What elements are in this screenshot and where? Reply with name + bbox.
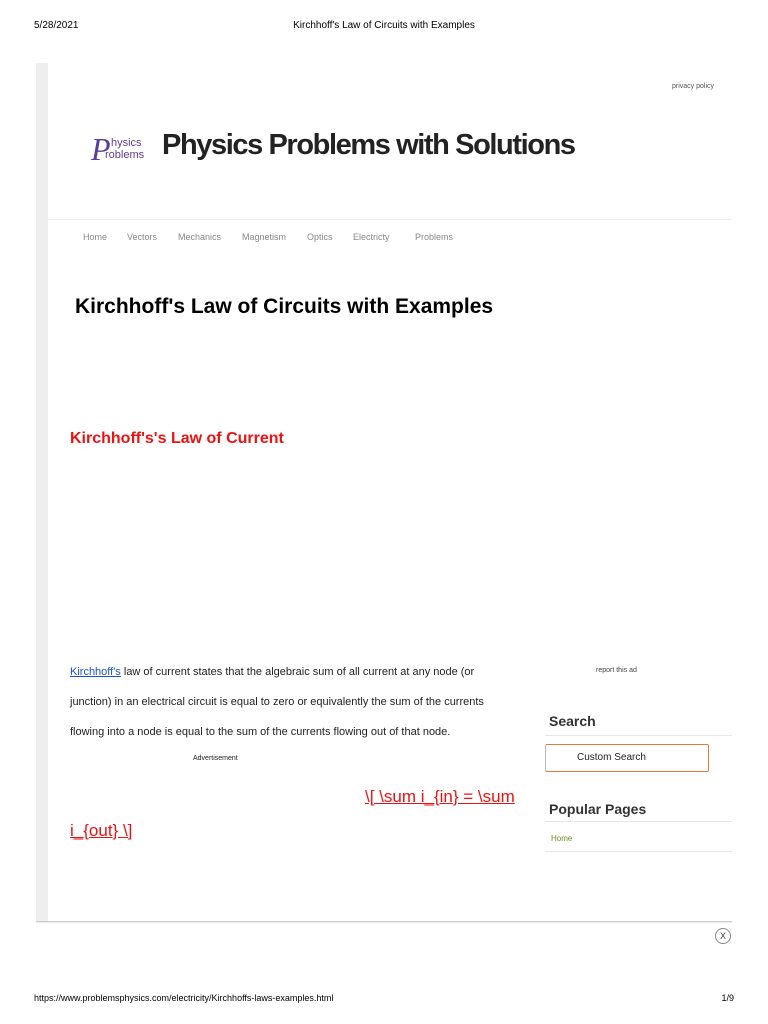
custom-search-input[interactable] xyxy=(545,744,709,772)
site-logo[interactable] xyxy=(91,131,149,167)
formula-line-2: i_{out} \] xyxy=(70,821,133,840)
popular-widget-divider xyxy=(545,821,732,822)
logo-letter: P xyxy=(91,131,111,167)
search-widget-divider xyxy=(545,735,732,736)
site-title[interactable]: Physics Problems with Solutions xyxy=(162,129,575,161)
page-title: Kirchhoff's Law of Circuits with Examples xyxy=(75,295,494,318)
nav-item-electricty[interactable]: Electricty xyxy=(353,232,390,242)
nav-item-vectors[interactable]: Vectors xyxy=(127,232,158,242)
section-title: Kirchhoff's's Law of Current xyxy=(70,430,284,447)
privacy-policy-link[interactable]: privacy policy xyxy=(671,83,714,90)
nav-item-problems[interactable]: Problems xyxy=(415,232,454,242)
popular-item-divider xyxy=(545,851,732,852)
search-widget-title: Search xyxy=(549,713,596,729)
logo-line-2: roblems xyxy=(105,149,145,161)
logo-line-1: hysics xyxy=(111,137,142,149)
kirchhoff-link[interactable]: Kirchhoff's xyxy=(70,666,121,678)
nav-item-mechanics[interactable]: Mechanics xyxy=(178,232,222,242)
nav-divider xyxy=(48,219,732,220)
report-ad-link[interactable]: report this ad xyxy=(596,667,637,674)
paragraph-text: law of current states that the algebraic sum of all current at any node (or junction) in an electrical circuit is equal to zero or equivalently the sum of the currents flowing into a node is equal to the sum of the currents flowing out of that node. xyxy=(70,666,484,738)
nav-item-magnetism[interactable]: Magnetism xyxy=(242,232,287,242)
nav-item-home[interactable]: Home xyxy=(83,232,108,242)
close-ad-button[interactable]: X xyxy=(715,928,731,944)
web-page xyxy=(48,63,732,922)
search-placeholder: Custom Search xyxy=(577,752,646,763)
advertisement-label: Advertisement xyxy=(193,755,238,762)
popular-widget-title: Popular Pages xyxy=(549,801,647,817)
ad-bar-divider xyxy=(36,921,732,922)
formula-line-1: \[ \sum i_{in} = \sum xyxy=(365,787,515,806)
law-paragraph xyxy=(70,657,500,747)
print-date: 5/28/2021 xyxy=(34,20,79,31)
nav-item-optics[interactable]: Optics xyxy=(307,232,333,242)
print-page-number: 1/9 xyxy=(721,993,734,1003)
popular-item-home[interactable]: Home xyxy=(551,834,573,843)
print-url: https://www.problemsphysics.com/electricity/Kirchhoffs-laws-examples.html xyxy=(34,993,334,1003)
print-doc-title: Kirchhoff's Law of Circuits with Examples xyxy=(293,20,475,31)
